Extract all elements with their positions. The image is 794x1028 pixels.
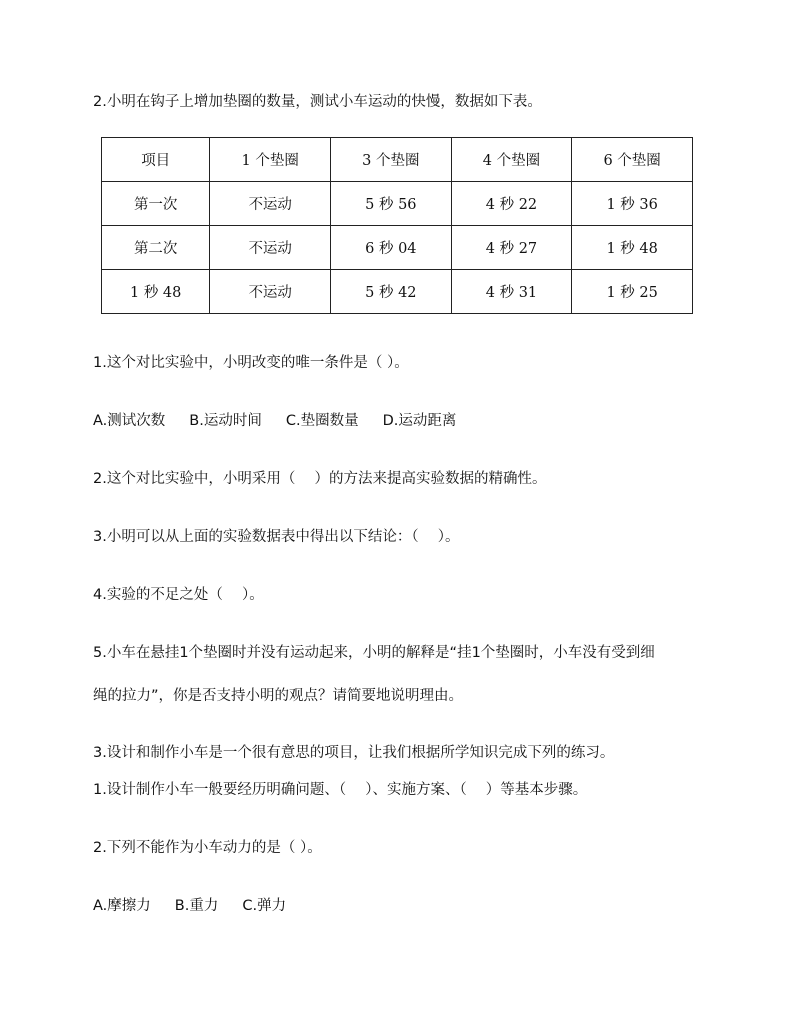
table-cell: 1 秒 36 — [572, 182, 693, 226]
table-cell: 不运动 — [210, 182, 331, 226]
table-cell: 不运动 — [210, 270, 331, 314]
table-cell: 第一次 — [102, 182, 210, 226]
experiment-data-table — [101, 137, 693, 314]
table-header-row — [102, 138, 693, 182]
question-5-line-2: 绳的拉力”，你是否支持小明的观点？请简要地说明理由。 — [93, 688, 464, 704]
question-2-intro: 2.小明在钩子上增加垫圈的数量，测试小车运动的快慢，数据如下表。 — [93, 94, 542, 110]
table-cell: 不运动 — [210, 226, 331, 270]
option-c: C.垫圈数量 — [285, 413, 359, 429]
table-cell: 4 秒 22 — [451, 182, 572, 226]
table-header-cell: 1 个垫圈 — [210, 138, 331, 182]
table-cell: 第二次 — [102, 226, 210, 270]
table-cell: 4 秒 31 — [451, 270, 572, 314]
question-5-line-1: 5.小车在悬挂1个垫圈时并没有运动起来，小明的解释是“挂1个垫圈时，小车没有受到细 — [93, 645, 655, 661]
table-cell: 1 秒 48 — [102, 270, 210, 314]
table-row — [102, 270, 693, 314]
option-b: B.重力 — [174, 898, 219, 914]
option-c: C.弹力 — [242, 898, 287, 914]
table-cell: 6 秒 04 — [331, 226, 452, 270]
question-1-options — [93, 411, 480, 431]
table-cell: 4 秒 27 — [451, 226, 572, 270]
question-1: 1.这个对比实验中，小明改变的唯一条件是（ ）。 — [93, 355, 409, 371]
question-2: 2.这个对比实验中，小明采用（ ）的方法来提高实验数据的精确性。 — [93, 471, 547, 487]
table-header-cell: 项目 — [102, 138, 210, 182]
section-3-intro: 3.设计和制作小车是一个很有意思的项目，让我们根据所学知识完成下列的练习。 — [93, 745, 615, 761]
table-cell: 5 秒 42 — [331, 270, 452, 314]
section-3-question-2: 2.下列不能作为小车动力的是（ ）。 — [93, 840, 322, 856]
table-header-cell: 6 个垫圈 — [572, 138, 693, 182]
table-cell: 1 秒 25 — [572, 270, 693, 314]
table-header-cell: 4 个垫圈 — [451, 138, 572, 182]
option-a: A.测试次数 — [93, 413, 166, 429]
option-b: B.运动时间 — [189, 413, 262, 429]
table-row — [102, 226, 693, 270]
question-4: 4.实验的不足之处（ ）。 — [93, 587, 264, 603]
table-cell: 1 秒 48 — [572, 226, 693, 270]
question-3: 3.小明可以从上面的实验数据表中得出以下结论：（ ）。 — [93, 529, 460, 545]
table-header-cell: 3 个垫圈 — [331, 138, 452, 182]
option-d: D.运动距离 — [382, 413, 457, 429]
section-3-question-1: 1.设计制作小车一般要经历明确问题、（ ）、实施方案、（ ）等基本步骤。 — [93, 782, 588, 798]
table-row — [102, 182, 693, 226]
table-cell: 5 秒 56 — [331, 182, 452, 226]
option-a: A.摩擦力 — [93, 898, 151, 914]
section-3-question-2-options — [93, 896, 310, 916]
